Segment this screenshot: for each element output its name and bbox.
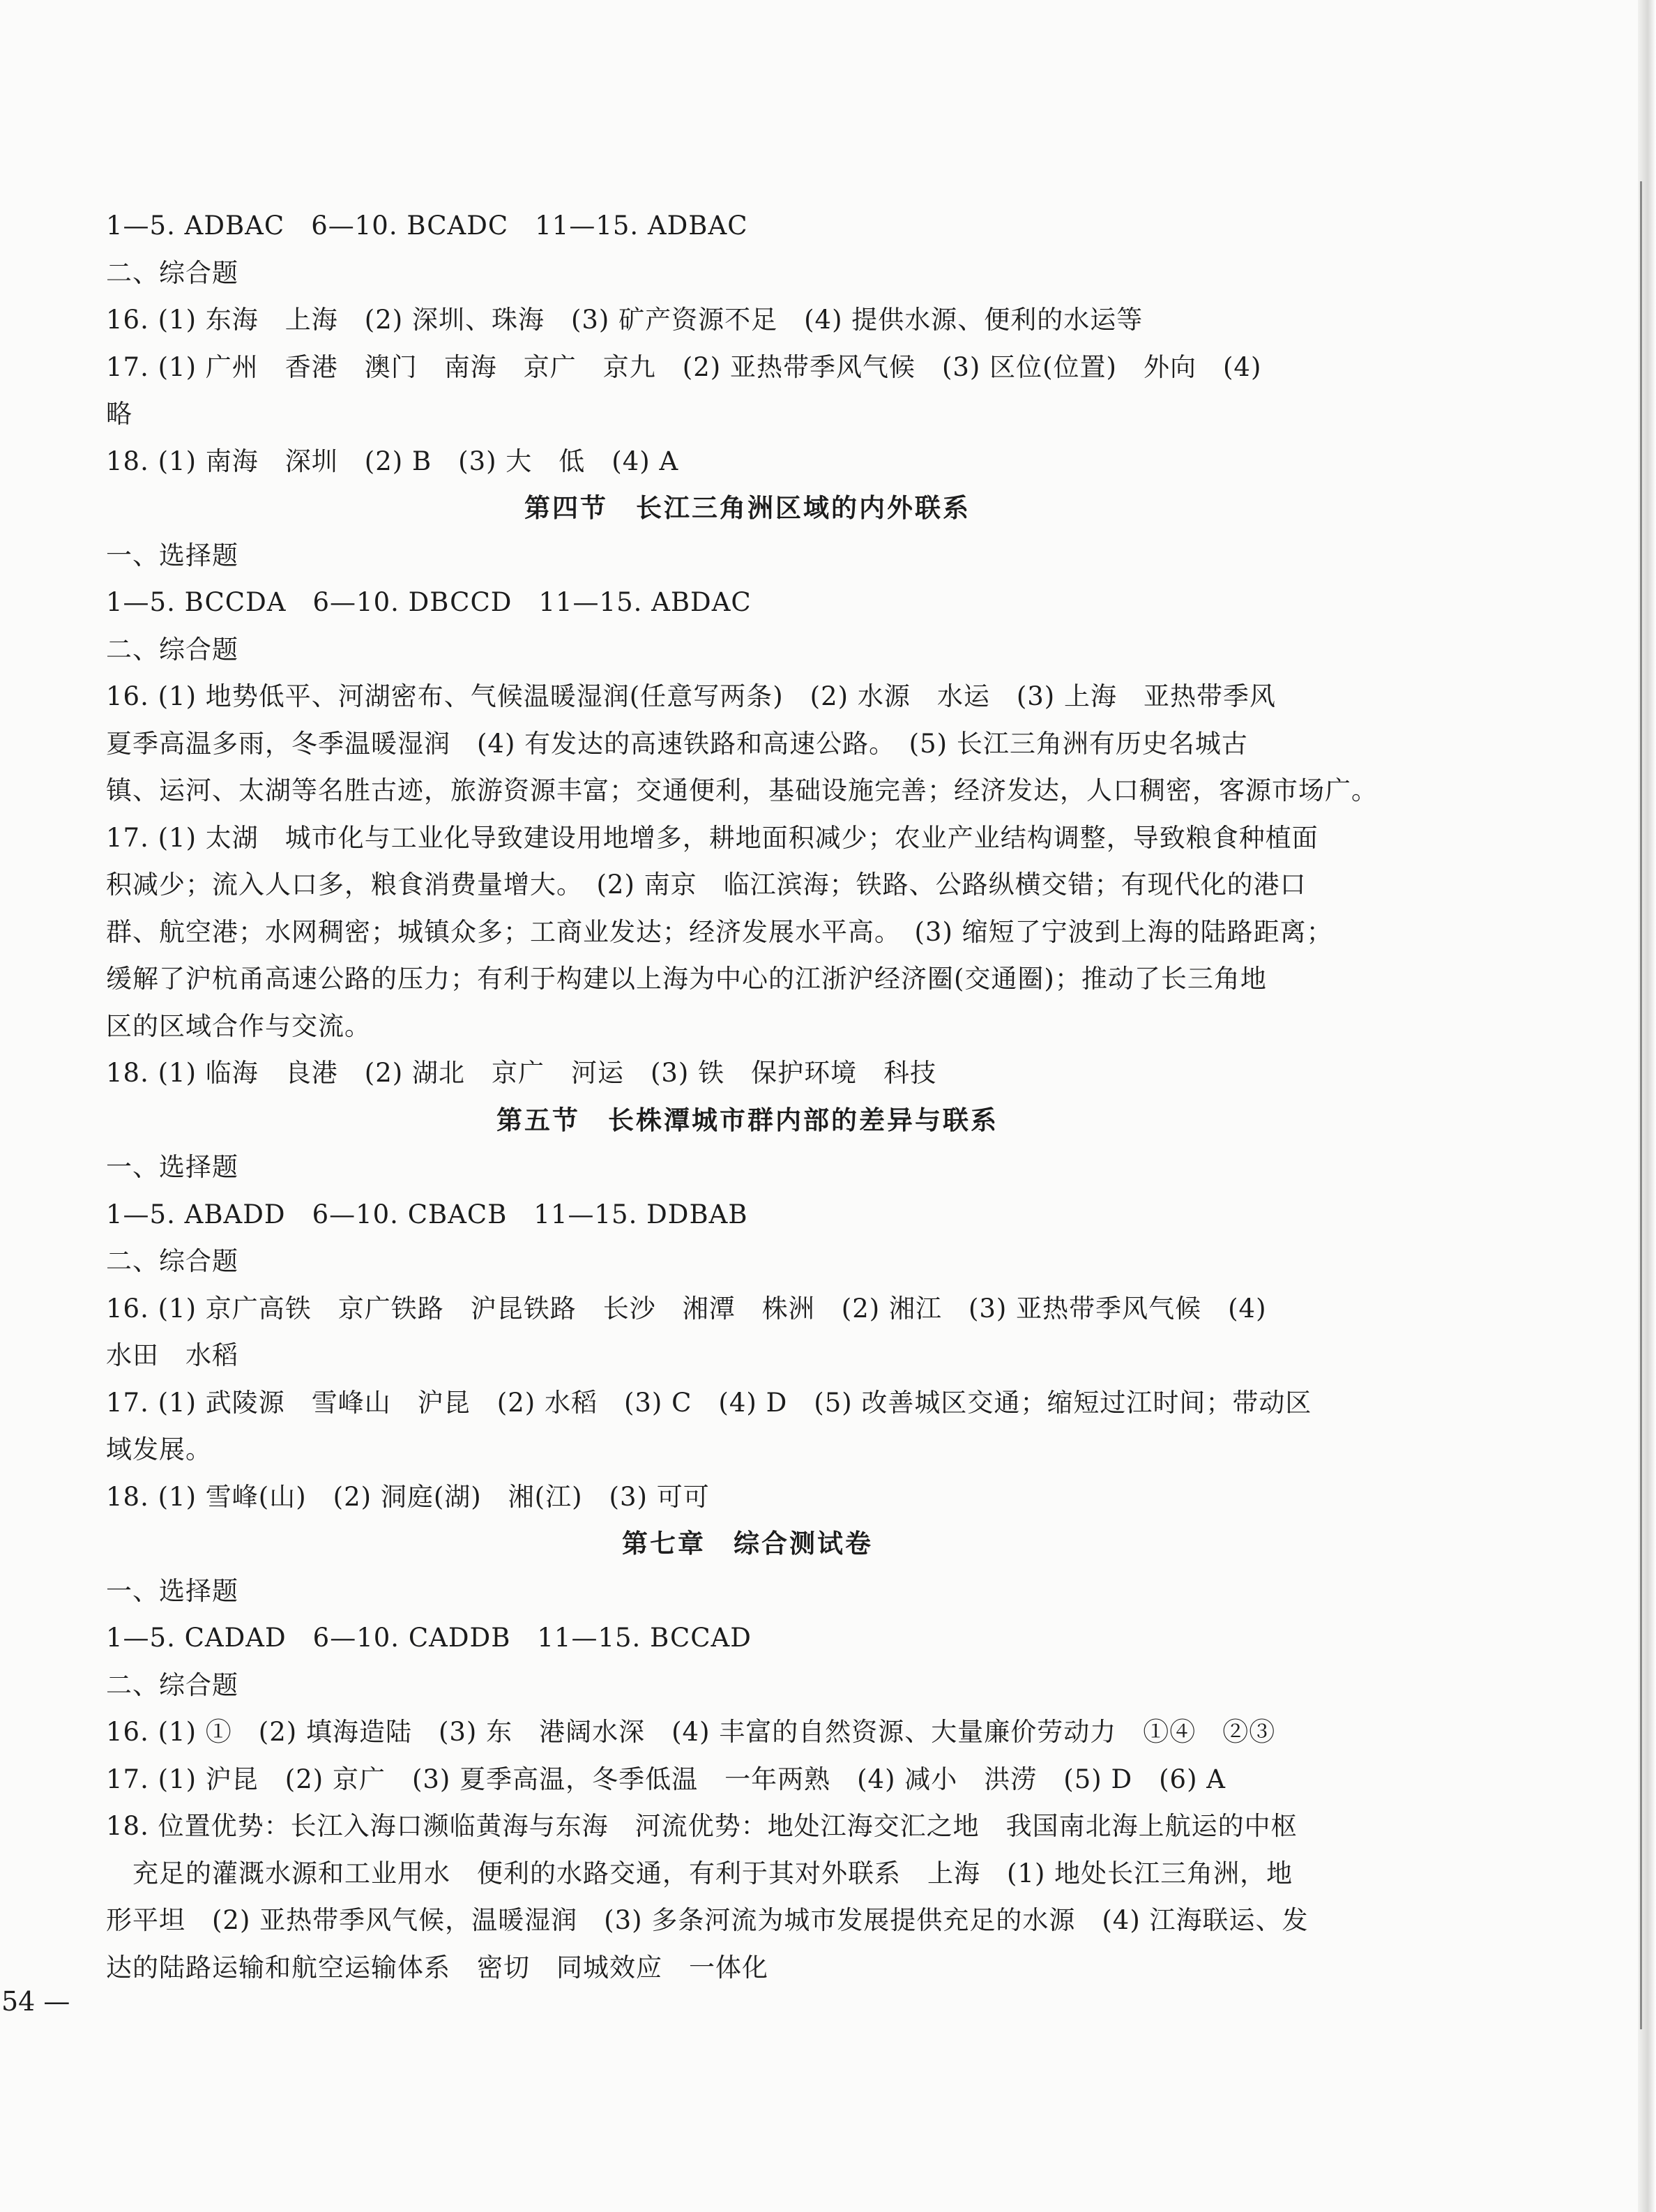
answer-line: 区的区域合作与交流。 <box>106 1010 371 1041</box>
answer-line: 17. (1) 武陵源 雪峰山 沪昆 (2) 水稻 (3) C (4) D (5) 改善城区交通；缩短过江时间；带动区 <box>106 1387 1312 1418</box>
answer-line: 18. (1) 雪峰(山) (2) 洞庭(湖) 湘(江) (3) 可可 <box>106 1481 710 1512</box>
answer-line: 16. (1) ① (2) 填海造陆 (3) 东 港阔水深 (4) 丰富的自然资源、大量廉价劳动力 ①④ ②③ <box>106 1717 1276 1747</box>
answer-line: 一、选择题 <box>106 1152 238 1182</box>
answer-line: 略 <box>106 399 132 429</box>
answer-line: 18. (1) 南海 深圳 (2) B (3) 大 低 (4) A <box>106 446 679 476</box>
answer-line: 充足的灌溉水源和工业用水 便利的水路交通，有利于其对外联系 上海 (1) 地处长江三角洲，地 <box>132 1858 1293 1888</box>
answer-line: 水田 水稻 <box>106 1340 238 1370</box>
section-title: 第四节 长江三角洲区域的内外联系 <box>524 493 971 523</box>
answer-line: 一、选择题 <box>106 540 238 570</box>
answer-line: 形平坦 (2) 亚热带季风气候，温暖湿润 (3) 多条河流为城市发展提供充足的水源 (4) 江海联运、发 <box>106 1905 1309 1935</box>
answer-line: 16. (1) 地势低平、河湖密布、气候温暖湿润(任意写两条) (2) 水源 水运 (3) 上海 亚热带季风 <box>106 681 1276 711</box>
answer-line: 16. (1) 京广高铁 京广铁路 沪昆铁路 长沙 湘潭 株洲 (2) 湘江 (3) 亚热带季风气候 (4) <box>106 1293 1267 1324</box>
answer-line: 1—5. ADBAC 6—10. BCADC 11—15. ADBAC <box>106 211 748 241</box>
answer-line: 域发展。 <box>106 1434 212 1464</box>
answer-line: 一、选择题 <box>106 1575 238 1606</box>
page-number: 54 — <box>1 1986 70 2017</box>
answer-line: 二、综合题 <box>106 634 238 665</box>
page-binding-line <box>1640 181 1642 2029</box>
answer-line: 积减少；流入人口多，粮食消费量增大。 (2) 南京 临江滨海；铁路、公路纵横交错；有现代化的港口 <box>106 870 1307 900</box>
answer-line: 二、综合题 <box>106 1669 238 1700</box>
answer-line: 17. (1) 太湖 城市化与工业化导致建设用地增多，耕地面积减少；农业产业结构调整，导致粮食种植面 <box>106 822 1319 853</box>
answer-line: 1—5. BCCDA 6—10. DBCCD 11—15. ABDAC <box>106 587 752 617</box>
answer-content <box>106 202 1389 1991</box>
answer-line: 二、综合题 <box>106 257 238 288</box>
answer-line: 17. (1) 沪昆 (2) 京广 (3) 夏季高温，冬季低温 一年两熟 (4) 减小 洪涝 (5) D (6) A <box>106 1764 1226 1794</box>
answer-line: 18. (1) 临海 良港 (2) 湖北 京广 河运 (3) 铁 保护环境 科技 <box>106 1058 937 1088</box>
answer-line: 群、航空港；水网稠密；城镇众多；工商业发达；经济发展水平高。 (3) 缩短了宁波到上海的陆路距离； <box>106 916 1333 947</box>
answer-line: 缓解了沪杭甬高速公路的压力；有利于构建以上海为中心的江浙沪经济圈(交通圈)；推动了长三角地 <box>106 964 1267 994</box>
answer-line: 镇、运河、太湖等名胜古迹，旅游资源丰富；交通便利，基础设施完善；经济发达，人口稠密，客源市场广。 <box>106 775 1378 805</box>
answer-line: 16. (1) 东海 上海 (2) 深圳、珠海 (3) 矿产资源不足 (4) 提供水源、便利的水运等 <box>106 305 1144 335</box>
answer-line: 二、综合题 <box>106 1246 238 1276</box>
answer-line: 18. 位置优势：长江入海口濒临黄海与东海 河流优势：地处江海交汇之地 我国南北海上航运的中枢 <box>106 1811 1298 1841</box>
section-title: 第五节 长株潭城市群内部的差异与联系 <box>496 1105 998 1135</box>
answer-line: 17. (1) 广州 香港 澳门 南海 京广 京九 (2) 亚热带季风气候 (3) 区位(位置) 外向 (4) <box>106 351 1262 382</box>
answer-line: 1—5. CADAD 6—10. CADDB 11—15. BCCAD <box>106 1623 752 1653</box>
answer-line: 达的陆路运输和航空运输体系 密切 同城效应 一体化 <box>106 1952 768 1983</box>
answer-line: 1—5. ABADD 6—10. CBACB 11—15. DDBAB <box>106 1199 748 1229</box>
answer-line: 夏季高温多雨，冬季温暖湿润 (4) 有发达的高速铁路和高速公路。 (5) 长江三角洲有历史名城古 <box>106 728 1248 759</box>
section-title: 第七章 综合测试卷 <box>622 1529 873 1559</box>
